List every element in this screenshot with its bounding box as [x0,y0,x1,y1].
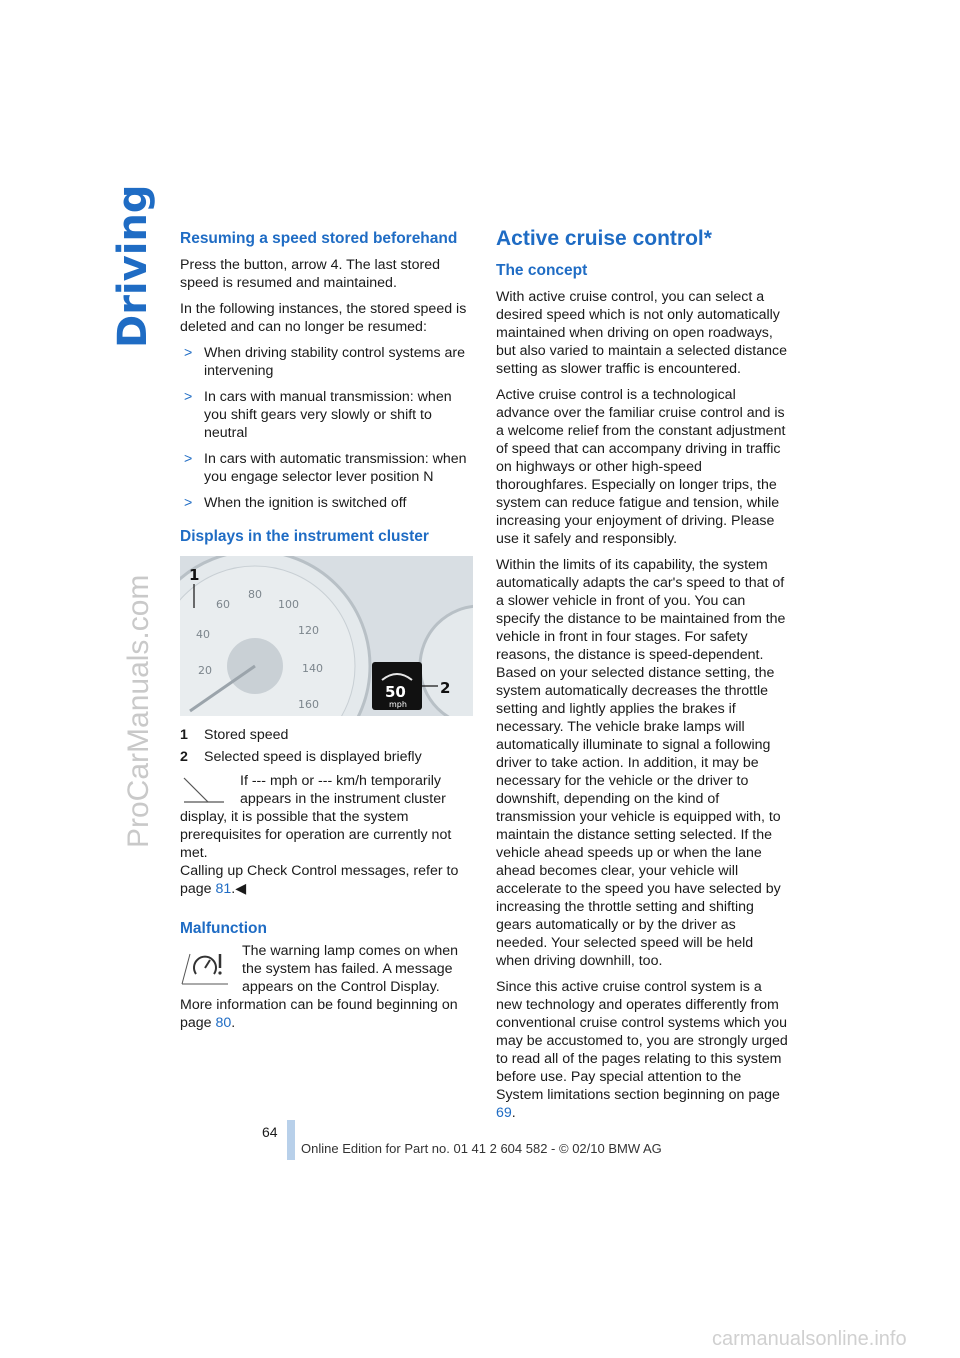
page-link-69[interactable]: 69 [496,1105,512,1121]
paragraph-concept-2: Active cruise control is a technological advance over the familiar cruise control and is a welcome relief from the constant adjustment of speed that can accompany driving in traffic on highways or other high-speed thoroughfares. Especially on longer trips, the system can reduce fatigue and tension, while increasing your enjoyment of driving. Please use it safely and responsibly. [496,387,786,547]
resume-bullet-list [180,344,476,512]
page-link-80[interactable]: 80 [215,1015,232,1031]
watermark: ProCarManuals.com [122,574,155,848]
scale-mark: 140 [302,662,323,675]
paragraph-concept-1: With active cruise control, you can select a desired speed which is not only automatically maintained when driving on open roadways, but also varied to maintain a selected distance setting as slower traffic is encountered. [496,289,788,377]
bullet-marker: > [184,451,193,467]
callout-1: 1 [189,566,200,584]
scale-mark: 40 [196,628,210,641]
malfunction-text: The warning lamp comes on when the system has failed. A message appears on the Control Display. [242,943,459,995]
list-item [180,494,476,512]
note-block [180,772,476,898]
note-arrow-icon [180,774,230,804]
paragraph-resume-2: In the following instances, the stored speed is deleted and can no longer be resumed: [180,301,467,335]
instrument-cluster-image [180,556,473,716]
scale-mark: 60 [216,598,230,611]
heading-resume: Resuming a speed stored beforehand [180,230,458,247]
legend-item [180,748,476,766]
section-side-title: Driving [110,184,156,348]
speedometer-illustration [180,556,473,716]
note-text: If --- mph or --- km/h temporarily appears in the instrument cluster display, it is possible that the system prerequisites for operation are currently not met. [180,773,452,861]
paragraph-concept-4-text: Since this active cruise control system is a new technology and operates differently from conventional cruise control systems which you may be accustomed to, you are strongly urged to read all of the pages relating to this system before use. Pay special attention to the System limitations section beginning on page [496,979,788,1103]
edition-line: Online Edition for Part no. 01 41 2 604 582 - © 02/10 BMW AG [301,1141,662,1156]
list-item-text: In cars with manual transmission: when you shift gears very slowly or shift to neutral [204,389,452,441]
scale-mark: 80 [248,588,262,601]
site-watermark: carmanualsonline.info [712,1328,907,1350]
legend-text: Selected speed is displayed briefly [204,749,422,765]
left-column [180,230,476,1032]
malfunction-block [180,942,476,1032]
warning-lamp-icon [180,946,230,986]
sentence-end: . [231,1015,236,1031]
note-end-marker: .◀ [231,881,247,897]
paragraph-concept-3: Within the limits of its capability, the system automatically adapts the car's speed to that of a slower vehicle in front of you. You can specify the distance to be maintained from the vehicle in front in four stages. For safety reasons, the distance is speed-dependent. Based on your selected distance setting, the system automatically decreases the throttle setting and lightly applies the brakes if necessary. The vehicle brake lamps will automatically illuminate to signal a following driver to take action. In addition, it may be necessary for the vehicle or the driver to downshift, depending on the kind of transmission your vehicle is equipped with, to maintain the distance setting selected. If the vehicle ahead speeds up or when the lane ahead becomes clear, your vehicle will accelerate to the speed you have selected by increasing the throttle setting and shifting gears automatically or by the driver as needed. Your selected speed will be held when driving downhill, too. [496,557,786,969]
list-item-text: When the ignition is switched off [204,495,407,511]
scale-mark: 120 [298,624,319,637]
legend-number: 2 [180,749,188,765]
speed-readout: 50 [385,683,406,701]
list-item-text: In cars with automatic transmission: when you engage selector lever position N [204,451,467,485]
numbered-legend [180,726,476,766]
scale-mark: 20 [198,664,212,677]
speed-unit: mph [389,700,407,709]
malfunction-more: More information can be found beginning on page [180,997,458,1031]
legend-text: Stored speed [204,727,289,743]
scale-mark: 100 [278,598,299,611]
bullet-marker: > [184,345,193,361]
list-item-text: When driving stability control systems are intervening [204,345,465,379]
heading-displays: Displays in the instrument cluster [180,528,429,545]
list-item [180,388,476,442]
list-item [180,450,476,486]
legend-item [180,726,476,744]
list-item [180,344,476,380]
scale-mark: 160 [298,698,319,711]
page-link-81[interactable]: 81 [215,881,232,897]
note-reference: Calling up Check Control messages, refer to page [180,863,459,897]
page-number: 64 [262,1124,278,1140]
paragraph-resume-1: Press the button, arrow 4. The last stored speed is resumed and maintained. [180,257,440,291]
footer-accent-bar [287,1120,295,1160]
heading-active-cruise-control: Active cruise control* [496,227,712,250]
heading-concept: The concept [496,262,588,279]
right-column [496,227,790,1130]
legend-number: 1 [180,727,188,743]
bullet-marker: > [184,495,193,511]
heading-malfunction: Malfunction [180,920,267,937]
sentence-end: . [511,1105,516,1121]
bullet-marker: > [184,389,193,405]
callout-2: 2 [440,679,451,697]
paragraph-concept-4 [496,978,790,1122]
